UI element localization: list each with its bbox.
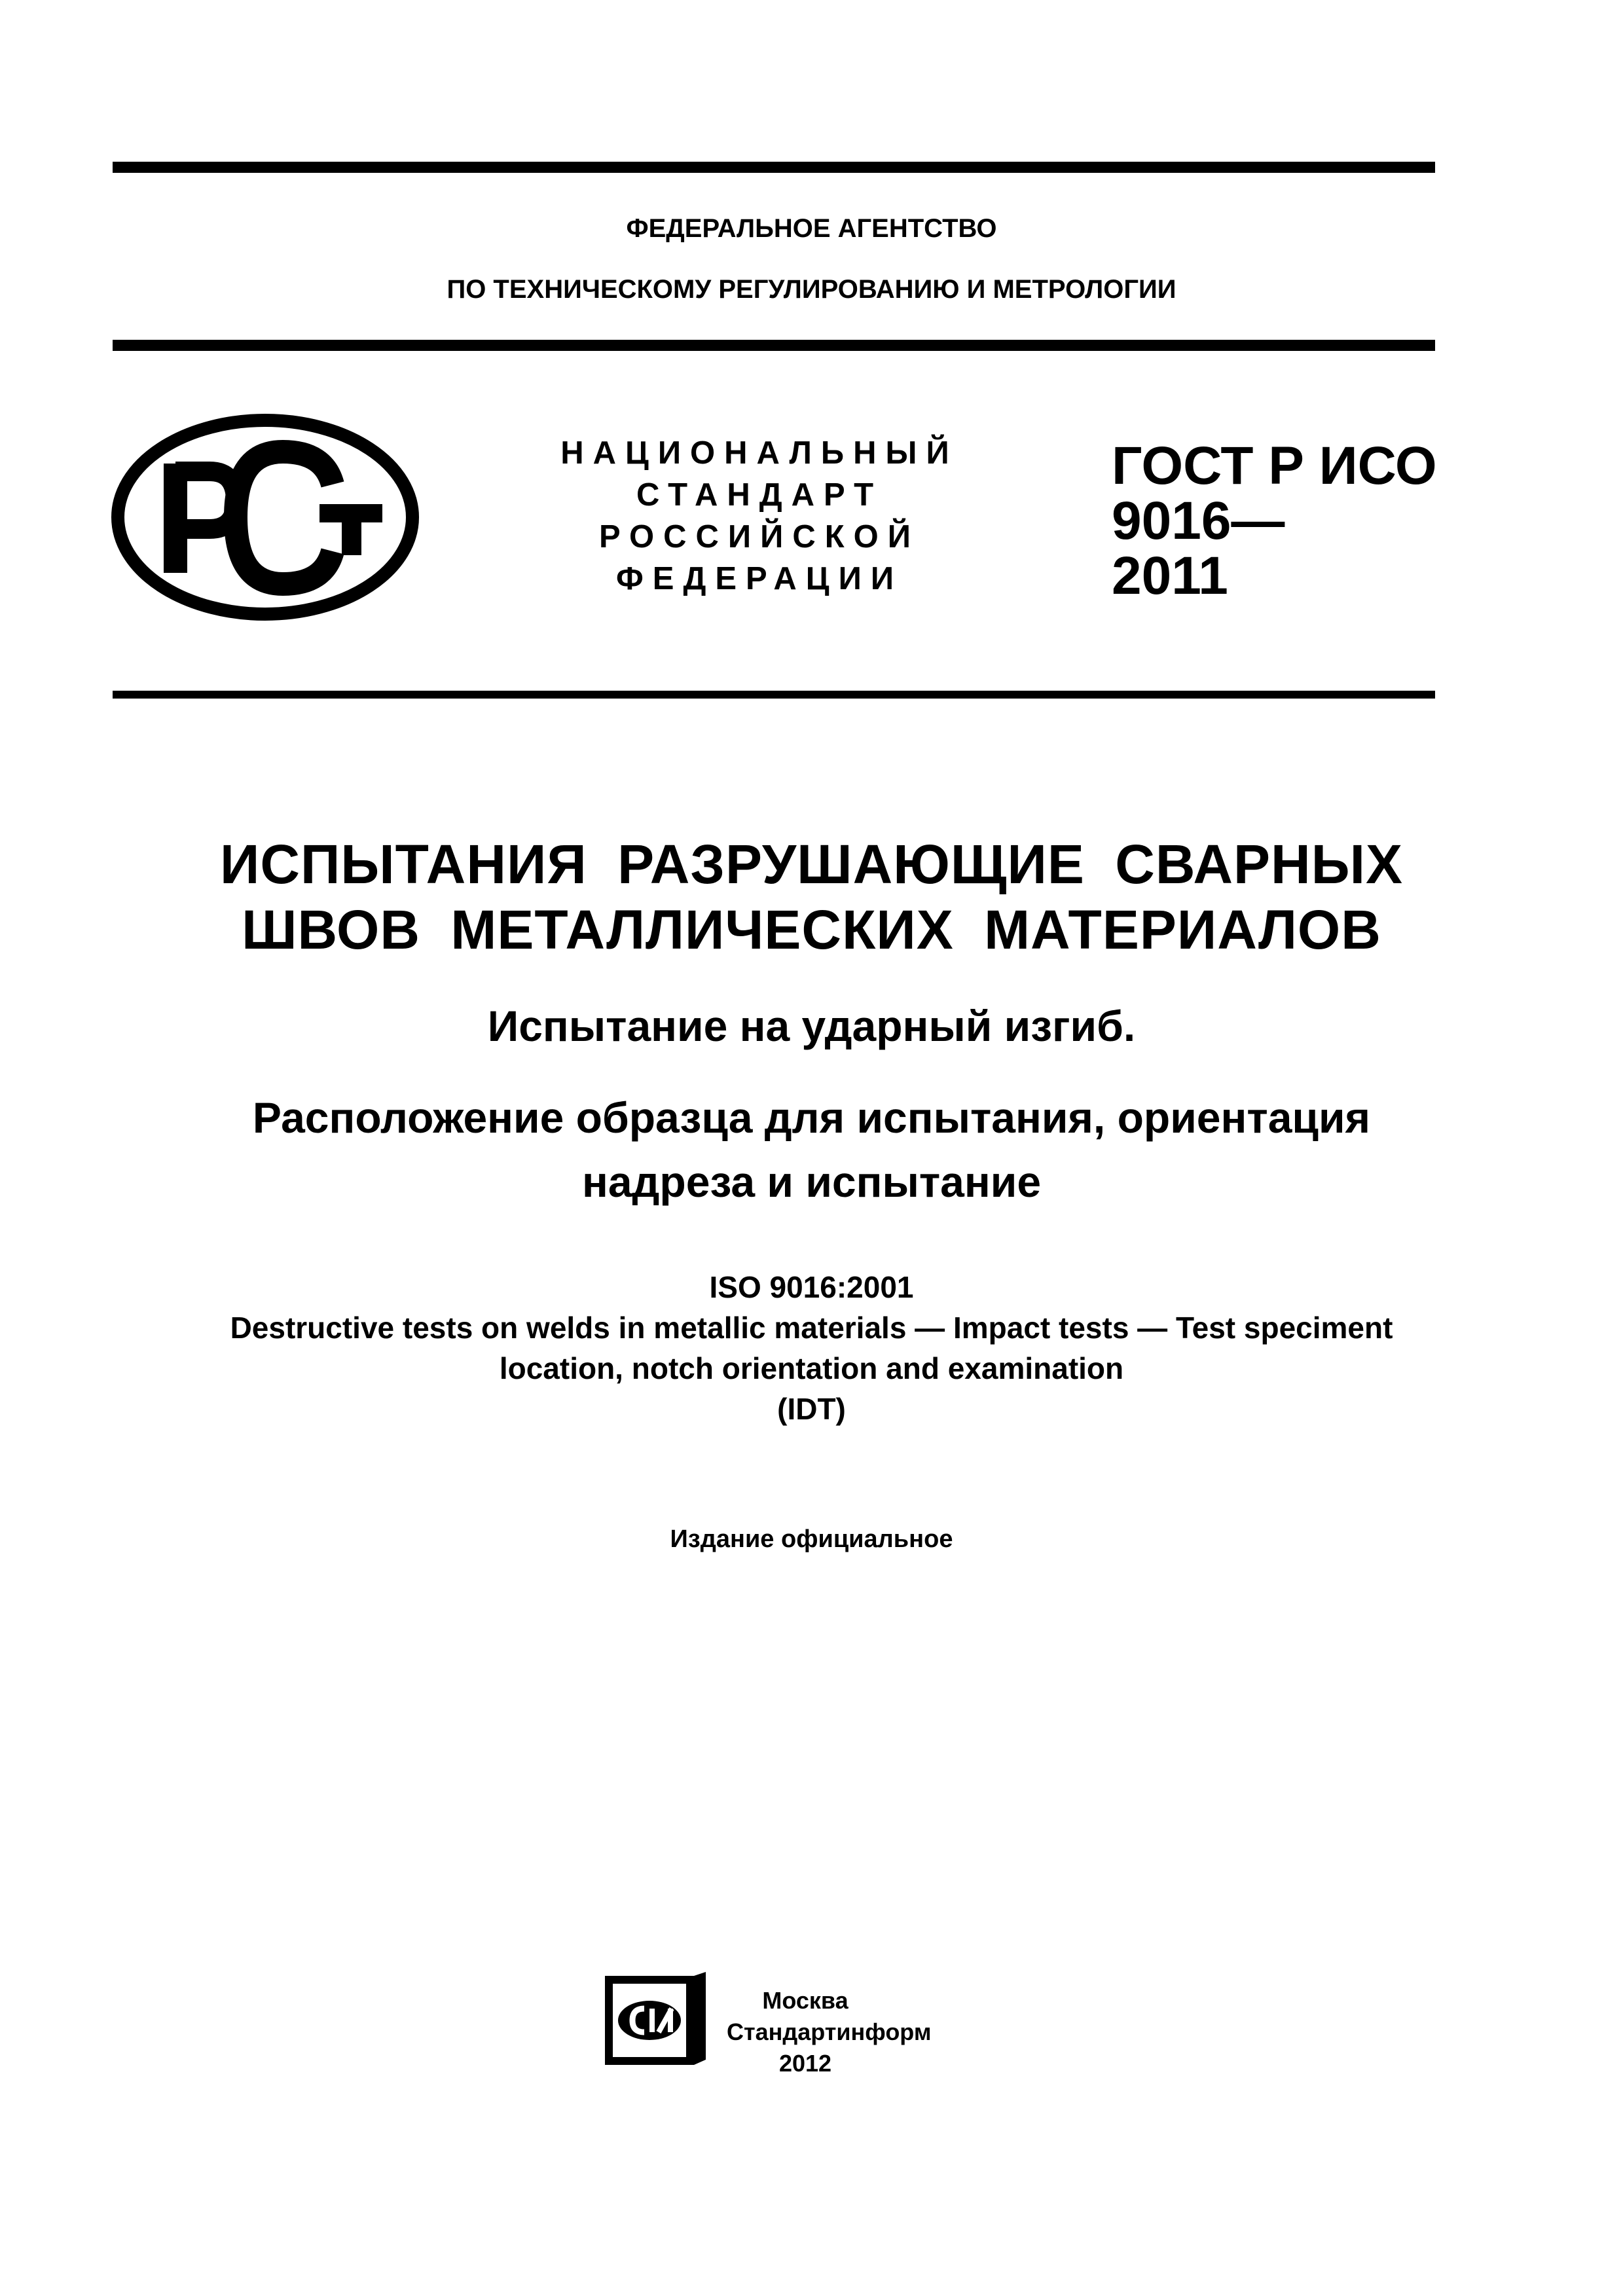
header-bottom-rule	[113, 340, 1435, 351]
document-subtitle: Испытание на ударный изгиб.	[487, 1002, 1136, 1050]
standartinform-logo-icon	[604, 1971, 707, 2072]
standard-type	[511, 432, 1008, 600]
standard-type-line4: ФЕДЕРАЦИИ	[615, 561, 903, 596]
document-subtitle2-line1: Расположение образца для испытания, ориентация	[252, 1093, 1371, 1142]
standard-type-line1: НАЦИОНАЛЬНЫЙ	[560, 435, 958, 471]
iso-reference	[0, 1267, 1623, 1429]
publisher-city: Москва	[762, 1987, 848, 2014]
standard-designation	[1112, 436, 1437, 606]
publisher-name: Стандартинформ	[727, 2018, 932, 2045]
iso-idt: (IDT)	[777, 1392, 846, 1426]
rst-certification-logo-icon	[111, 412, 419, 625]
edition-label: Издание официальное	[670, 1525, 953, 1553]
top-rule	[113, 162, 1435, 173]
agency-name-line1: ФЕДЕРАЛЬНОЕ АГЕНТСТВО	[626, 214, 997, 243]
publisher-info	[727, 1985, 932, 2079]
designation-line3: 2011	[1112, 546, 1228, 606]
iso-title-line1: Destructive tests on welds in metallic materials — Impact tests — Test speciment	[230, 1311, 1393, 1345]
designation-line1: ГОСТ Р ИСО	[1112, 436, 1437, 496]
agency-name-line2: ПО ТЕХНИЧЕСКОМУ РЕГУЛИРОВАНИЮ И МЕТРОЛОГИИ	[447, 275, 1176, 304]
publisher-year: 2012	[778, 2050, 832, 2077]
document-subtitle2-line2: надреза и испытание	[581, 1157, 1042, 1206]
standard-type-line3: РОССИЙСКОЙ	[599, 519, 920, 555]
iso-code: ISO 9016:2001	[709, 1270, 914, 1304]
standard-type-line2: СТАНДАРТ	[636, 477, 883, 513]
designation-bottom-rule	[113, 691, 1435, 699]
designation-line2: 9016—	[1112, 491, 1285, 551]
document-title-line1: ИСПЫТАНИЯ РАЗРУШАЮЩИЕ СВАРНЫХ	[220, 833, 1403, 895]
document-title-line2: ШВОВ МЕТАЛЛИЧЕСКИХ МАТЕРИАЛОВ	[242, 899, 1381, 960]
iso-title-line2: location, notch orientation and examination	[499, 1351, 1124, 1385]
